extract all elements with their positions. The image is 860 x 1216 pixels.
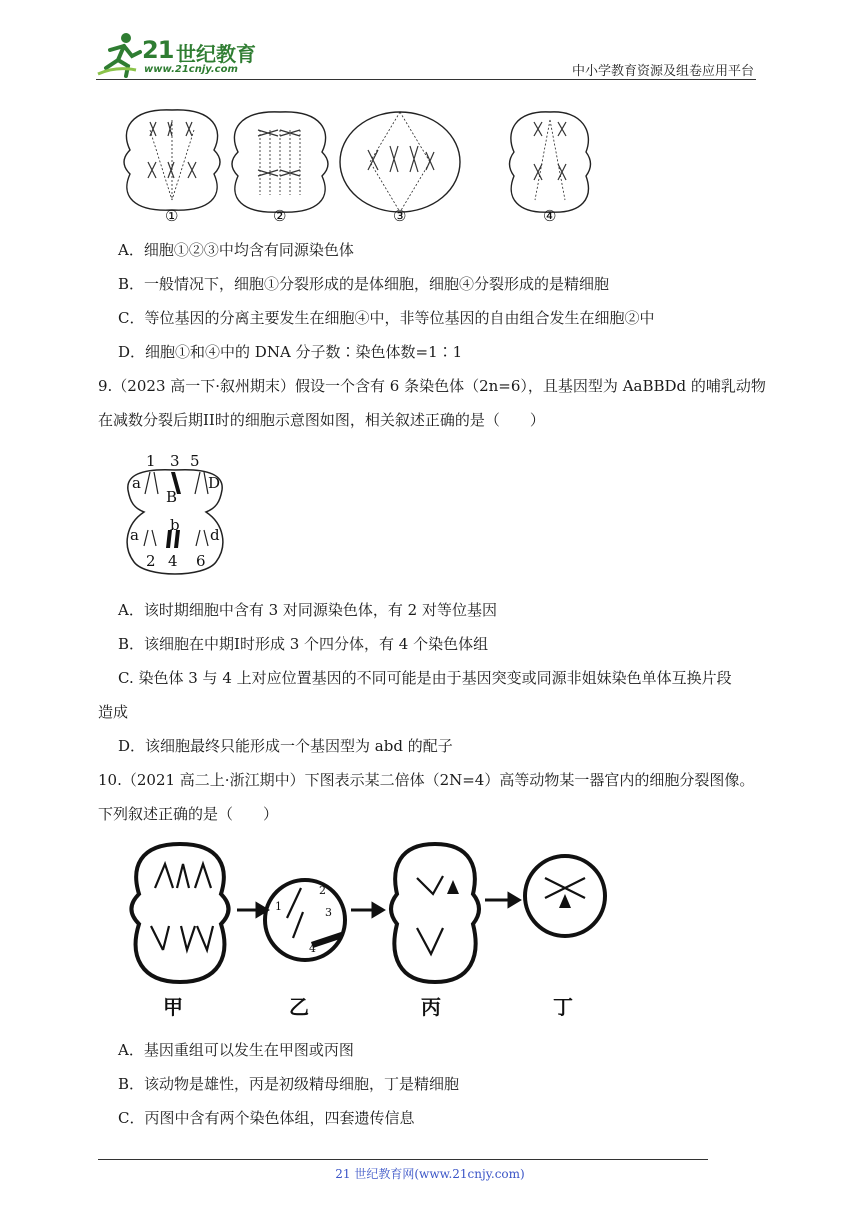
gene-B: B	[166, 488, 178, 506]
q9-option-b: B．该细胞在中期I时形成 3 个四分体，有 4 个染色体组	[118, 635, 489, 653]
logo-number: 21	[142, 36, 174, 64]
q10-option-b: B．该动物是雄性，丙是初级精母细胞，丁是精细胞	[118, 1075, 460, 1093]
q9-stem-line2: 在减数分裂后期II时的细胞示意图如图，相关叙述正确的是（ ）	[98, 411, 545, 429]
header-divider	[96, 79, 756, 80]
platform-name: 中小学教育资源及组卷应用平台	[571, 64, 754, 79]
logo-url: www.21cnjy.com	[144, 64, 238, 75]
q10-stem-line1: 10.（2021 高二上·浙江期中）下图表示某二倍体（2N=4）高等动物某一器官内的细胞分裂图像。	[98, 771, 755, 789]
runner-icon	[96, 30, 144, 78]
q10-option-a: A．基因重组可以发生在甲图或丙图	[118, 1041, 354, 1059]
chromosome-2-number: 2	[146, 552, 156, 570]
cell-4-label: ④	[543, 207, 557, 225]
q10-chromosome-3: 3	[325, 906, 332, 919]
q10-chromosome-2: 2	[319, 884, 326, 897]
chromosome-1-number: 1	[146, 452, 156, 470]
logo-name: 世纪教育	[176, 42, 256, 66]
q10-stem-line2: 下列叙述正确的是（ ）	[98, 805, 279, 823]
q8-option-a: A．细胞①②③中均含有同源染色体	[118, 241, 354, 259]
footer-link[interactable]: 21 世纪教育网(www.21cnjy.com)	[335, 1167, 525, 1181]
q9-option-d: D．该细胞最终只能形成一个基因型为 abd 的配子	[118, 737, 453, 755]
gene-a-top: a	[132, 474, 141, 492]
cell-2-label: ②	[273, 207, 287, 225]
gene-b: b	[170, 516, 180, 534]
q8-cell-figure	[110, 100, 610, 225]
chromosome-6-number: 6	[196, 552, 206, 570]
q9-option-c-continued: 造成	[98, 703, 129, 721]
site-logo	[96, 30, 266, 78]
chromosome-3-number: 3	[170, 452, 180, 470]
chromosome-4-number: 4	[168, 552, 178, 570]
q10-chromosome-4: 4	[309, 942, 316, 955]
label-yi: 乙	[289, 995, 309, 1019]
q10-option-c: C．丙图中含有两个染色体组，四套遗传信息	[118, 1109, 415, 1127]
cell-1-label: ①	[165, 207, 179, 225]
q9-option-c: C. 染色体 3 与 4 上对应位置基因的不同可能是由于基因突变或同源非姐妹染色单体互换片段	[118, 669, 732, 687]
cell-3-label: ③	[393, 207, 407, 225]
q8-option-c: C．等位基因的分离主要发生在细胞④中，非等位基因的自由组合发生在细胞②中	[118, 309, 655, 327]
footer-divider	[98, 1159, 708, 1160]
gene-d: d	[210, 526, 220, 544]
q9-cell-figure	[120, 450, 230, 585]
page-header	[96, 30, 756, 80]
q8-option-b: B．一般情况下，细胞①分裂形成的是体细胞，细胞④分裂形成的是精细胞	[118, 275, 610, 293]
gene-a-bottom: a	[130, 526, 139, 544]
label-bing: 丙	[421, 995, 441, 1019]
gene-D: D	[208, 474, 221, 492]
q8-option-d: D．细胞①和④中的 DNA 分子数∶染色体数=1∶1	[118, 343, 463, 361]
q9-stem-line1: 9.（2023 高一下·叙州期末）假设一个含有 6 条染色体（2n=6），且基因型为 AaBBDd 的哺乳动物	[98, 377, 766, 395]
q10-cell-series-figure	[125, 838, 615, 1020]
label-jia: 甲	[163, 995, 183, 1019]
chromosome-5-number: 5	[190, 452, 200, 470]
q9-option-a: A．该时期细胞中含有 3 对同源染色体，有 2 对等位基因	[118, 601, 497, 619]
label-ding: 丁	[553, 995, 573, 1019]
q10-chromosome-1: 1	[275, 900, 282, 913]
